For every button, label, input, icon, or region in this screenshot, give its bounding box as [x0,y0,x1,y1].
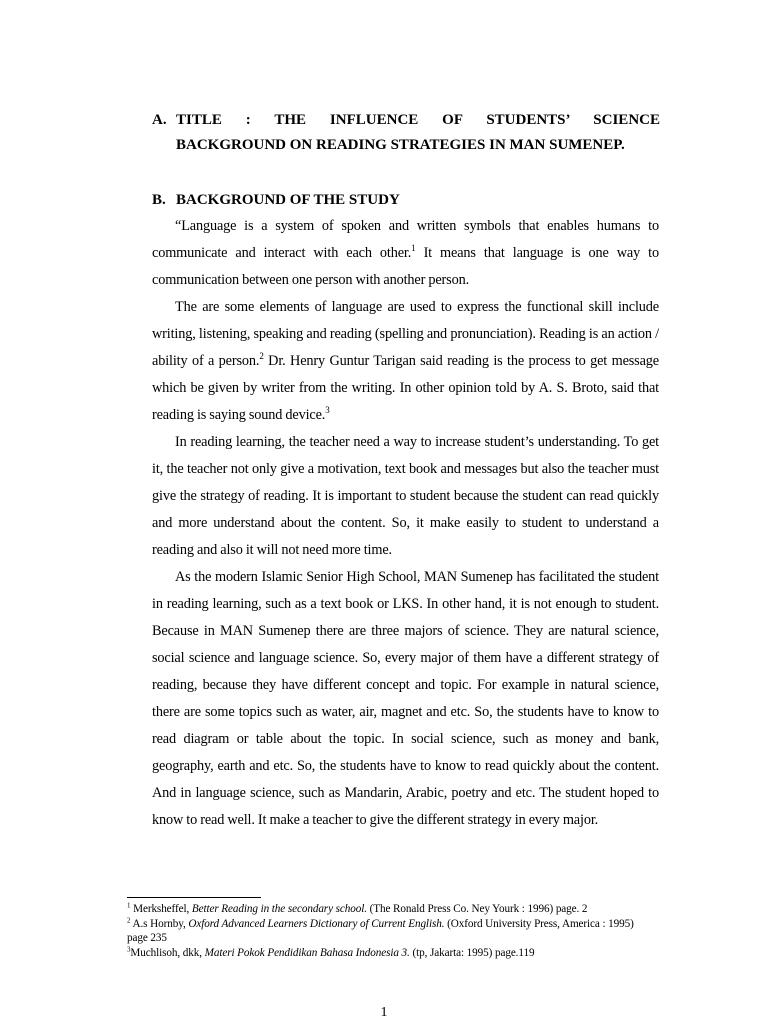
page-number: 1 [380,1005,388,1020]
footnote-ref-1: 1 [411,243,416,254]
section-b-label: B. [152,192,166,208]
footnote-divider [127,897,261,898]
section-a-title [152,108,660,157]
paragraph-3: In reading learning, the teacher need a way to increase student’s understanding. To get it, the teacher not only give a motivation, text book and messages but also the teacher must give the strategy of reading. It is important to student because the student can read quickly and more understand about the content. So, it make easily to student to understand a reading and also it will not need more time. [152,434,659,558]
title-line-2: BACKGROUND ON READING STRATEGIES IN MAN SUMENEP. [176,136,625,153]
footnote-ref-2: 2 [259,351,264,362]
section-b-heading [152,188,660,212]
footnote-3: $^3$Muchlisoh, dkk, Materi Pokok Pendidikan Bahasa Indonesia 3. (tp, Jakarta: 1995) page.119 [127,944,535,959]
footnote-ref-3: 3 [325,405,330,416]
paragraph-4: As the modern Islamic Senior High School, MAN Sumenep has facilitated the student in reading learning, such as a text book or LKS. In other hand, it is not enough to student. Because in MAN Sumenep there are three majors of science. They are natural science, social science and language science. So, every major of them have a different strategy of reading, because they have different concept and topic. For example in natural science, there are some topics such as water, air, magnet and etc. So, the students have to know to read diagram or table about the topic. In social science, such as money and bank, geography, earth and etc. So, the students have to know to read quickly about the content. And in language science, such as Mandarin, Arabic, poetry and etc. The student hoped to know to read well. It make a teacher to give the different strategy in every major. [152,569,659,828]
body-text [152,213,659,834]
footnote-1-title: Better Reading in the secondary school. [191,903,367,915]
section-a-label: A. [152,112,167,128]
footnote-1: $^1$ Merksheffel, Better Reading in the secondary school. (The Ronald Press Co. Ney Yourk : 1996) page. 2 [127,901,588,915]
footnote-2-title: Oxford Advanced Learners Dictionary of Current English. [188,917,445,930]
footnotes [127,902,652,960]
footnote-2: $^2$ A.s Hornby, Oxford Advanced Learners Dictionary of Current English. (Oxford University Press, America : 1995) page 235 [127,915,634,944]
title-line-1: TITLE : THE INFLUENCE OF STUDENTS’ SCIENCE [176,112,660,128]
paragraph-2: The are some elements of language are used to express the functional skill include writing, listening, speaking and reading (spelling and pronunciation). Reading is an action / ability of a person.$^2$ Dr. Henry Guntur Tarigan said reading is the process to get message which be given by writer from the writing. In other opinion told by A. S. Broto, said that reading is saying sound device.$^3$ [152,299,659,423]
section-b-title: BACKGROUND OF THE STUDY [176,192,400,208]
paragraph-1: “Language is a system of spoken and written symbols that enables humans to communicate and interact with each other.$^1$ It means that language is one way to communication between one person with another person. [152,218,659,288]
footnote-3-title: Materi Pokok Pendidikan Bahasa Indonesia 3. [204,946,410,959]
